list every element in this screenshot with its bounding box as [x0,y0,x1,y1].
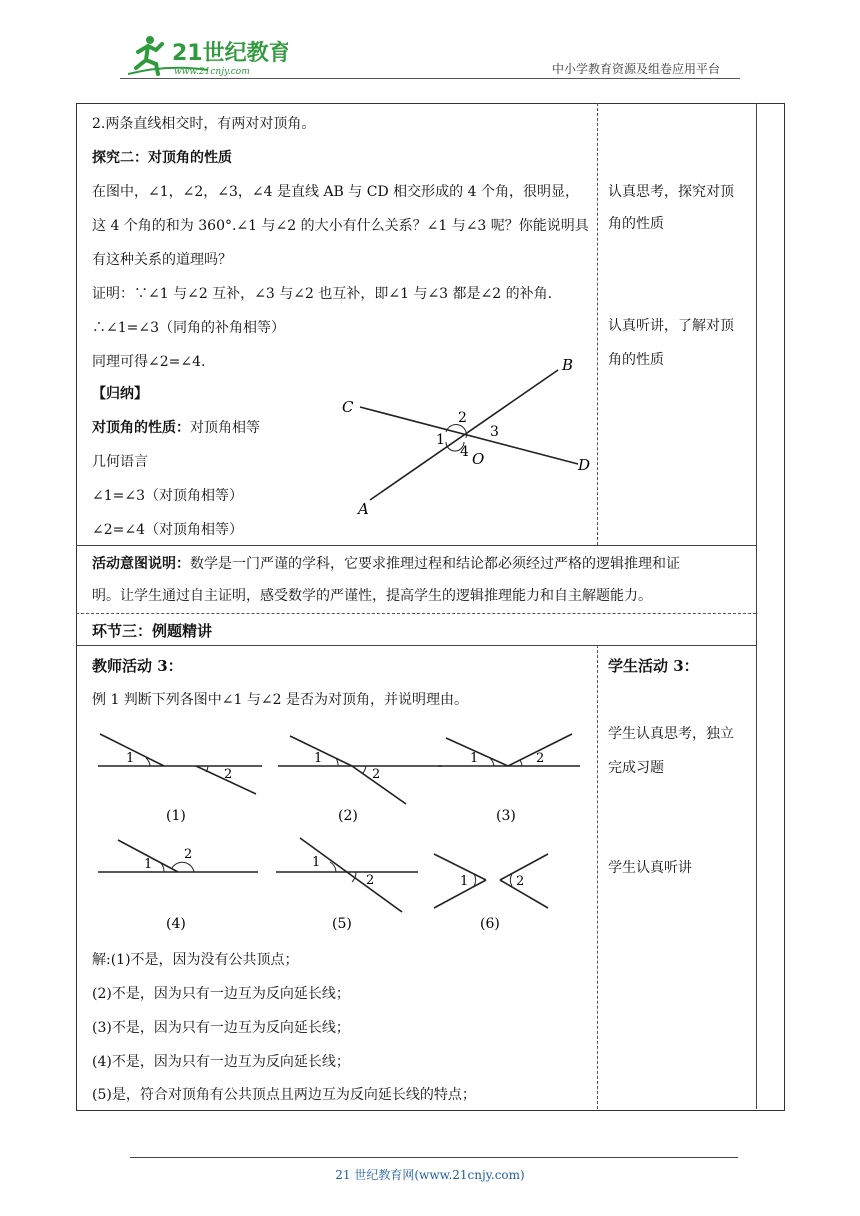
student3-note2: 学生认真听讲 [608,860,692,876]
vertical-angles-figure [330,350,600,530]
fig6-angle1-label: 1 [460,874,469,889]
site-logo [128,30,288,80]
logo-big-text: 21世纪教育 [172,41,288,66]
figure-6 [434,854,548,932]
fig2-caption: (2) [338,808,358,824]
figure-4 [98,840,258,932]
figure-5 [276,838,418,932]
fig5-caption: (5) [332,916,352,932]
student-note-explore-line1: 认真思考，探究对顶 [608,184,734,200]
intent-line1 [92,554,680,574]
logo-url-text: www.21cnjy.com [174,67,250,77]
property-text: 对顶角相等 [190,420,260,436]
point-a-label: A [358,500,369,518]
fig6-caption: (6) [480,916,500,932]
student3-note1-line2: 完成习题 [608,760,664,776]
example1-question: 例 1 判断下列各图中∠1 与∠2 是否为对顶角，并说明理由。 [92,692,468,708]
example-figures [90,722,590,942]
proof-line: 证明：∵∠1 与∠2 互补，∠3 与∠2 也互补，即∠1 与∠3 都是∠2 的补角. [92,286,553,302]
line-cd [360,407,578,464]
answer-4: (4)不是，因为只有一边互为反向延长线； [92,1054,350,1070]
student3-note1-line1: 学生认真思考，独立 [608,726,734,742]
fig5-angle2-label: 2 [366,873,375,888]
fig5-angle1-label: 1 [312,855,321,870]
fig6-angle2-label: 2 [516,874,525,889]
fig4-caption: (4) [166,916,186,932]
answer-3: (3)不是，因为只有一边互为反向延长线； [92,1020,350,1036]
fig4-angle1-label: 1 [144,857,153,872]
student-activity3-heading: 学生活动 3： [608,657,699,675]
point-c-label: C [342,398,354,416]
point-d-label: D [578,456,591,474]
angle-2-label: 2 [458,410,467,426]
explore2-paragraph-line3: 有这种关系的道理吗？ [92,252,232,268]
student-note-listen-line1: 认真听讲，了解对顶 [608,318,734,334]
property-line [92,418,260,438]
answer-1: 解:(1)不是，因为没有公共顶点； [92,952,299,968]
explore2-heading: 探究二：对顶角的性质 [92,150,232,166]
figure-1 [98,734,262,824]
intent-text-1: 数学是一门严谨的学科，它要求推理过程和结论都必须经过严格的逻辑推理和证 [190,556,680,572]
fig3-angle2-label: 2 [536,751,545,766]
outer-right-column-divider [756,103,757,1109]
row-divider-step3 [76,613,756,614]
row-divider-activity3 [76,645,756,646]
fig2-angle2-label: 2 [372,767,381,782]
platform-text: 中小学教育资源及组卷应用平台 [551,62,720,76]
summary-heading: 【归纳】 [92,386,148,402]
intent-label: 活动意图说明： [92,556,190,572]
angle-1-label: 1 [436,432,445,448]
intersect-note: 2.两条直线相交时，有两对对顶角。 [92,116,316,132]
equation-2-4: ∠2=∠4（对顶角相等） [92,522,244,538]
figure-3 [438,734,580,824]
header-divider [120,78,740,79]
teacher-activity3-heading: 教师活动 3： [92,657,183,675]
explore2-paragraph-line2: 这 4 个角的和为 360°.∠1 与∠2 的大小有什么关系？∠1 与∠3 呢？你能说明具 [92,218,589,234]
therefore-line: ∴∠1=∠3（同角的补角相等） [92,320,286,336]
answer-5: (5)是，符合对顶角有公共顶点且两边互为反向延长线的特点； [92,1087,476,1103]
student-note-listen-line2: 角的性质 [608,352,664,368]
fig3-caption: (3) [496,808,516,824]
step3-heading: 环节三：例题精讲 [92,622,213,640]
student3-column-divider [597,645,598,1109]
geometry-language: 几何语言 [92,454,148,470]
fig3-angle1-label: 1 [470,751,479,766]
property-label: 对顶角的性质： [92,420,190,436]
row-divider-intent [76,545,756,546]
intent-line2: 明。让学生通过自主证明，感受数学的严谨性，提高学生的逻辑推理能力和自主解题能力。 [92,588,652,604]
figure-2 [278,736,442,824]
student-note-explore-line2: 角的性质 [608,216,664,232]
footer-text: 21 世纪教育网(www.21cnjy.com) [335,1168,525,1182]
angle-4-label: 4 [460,444,469,460]
fig1-angle2-label: 2 [224,767,233,782]
footer-divider [130,1157,738,1158]
similarly-line: 同理可得∠2=∠4. [92,354,206,370]
fig2-angle1-label: 1 [314,751,323,766]
fig1-angle1-label: 1 [126,751,135,766]
angle-3-label: 3 [490,424,499,440]
equation-1-3: ∠1=∠3（对顶角相等） [92,488,244,504]
fig1-caption: (1) [166,808,186,824]
answer-2: (2)不是，因为只有一边互为反向延长线； [92,986,350,1002]
explore2-paragraph-line1: 在图中，∠1，∠2，∠3，∠4 是直线 AB 与 CD 相交形成的 4 个角，很明显， [92,184,579,200]
point-o-label: O [472,450,485,468]
point-b-label: B [562,356,574,374]
fig4-angle2-label: 2 [184,847,193,862]
